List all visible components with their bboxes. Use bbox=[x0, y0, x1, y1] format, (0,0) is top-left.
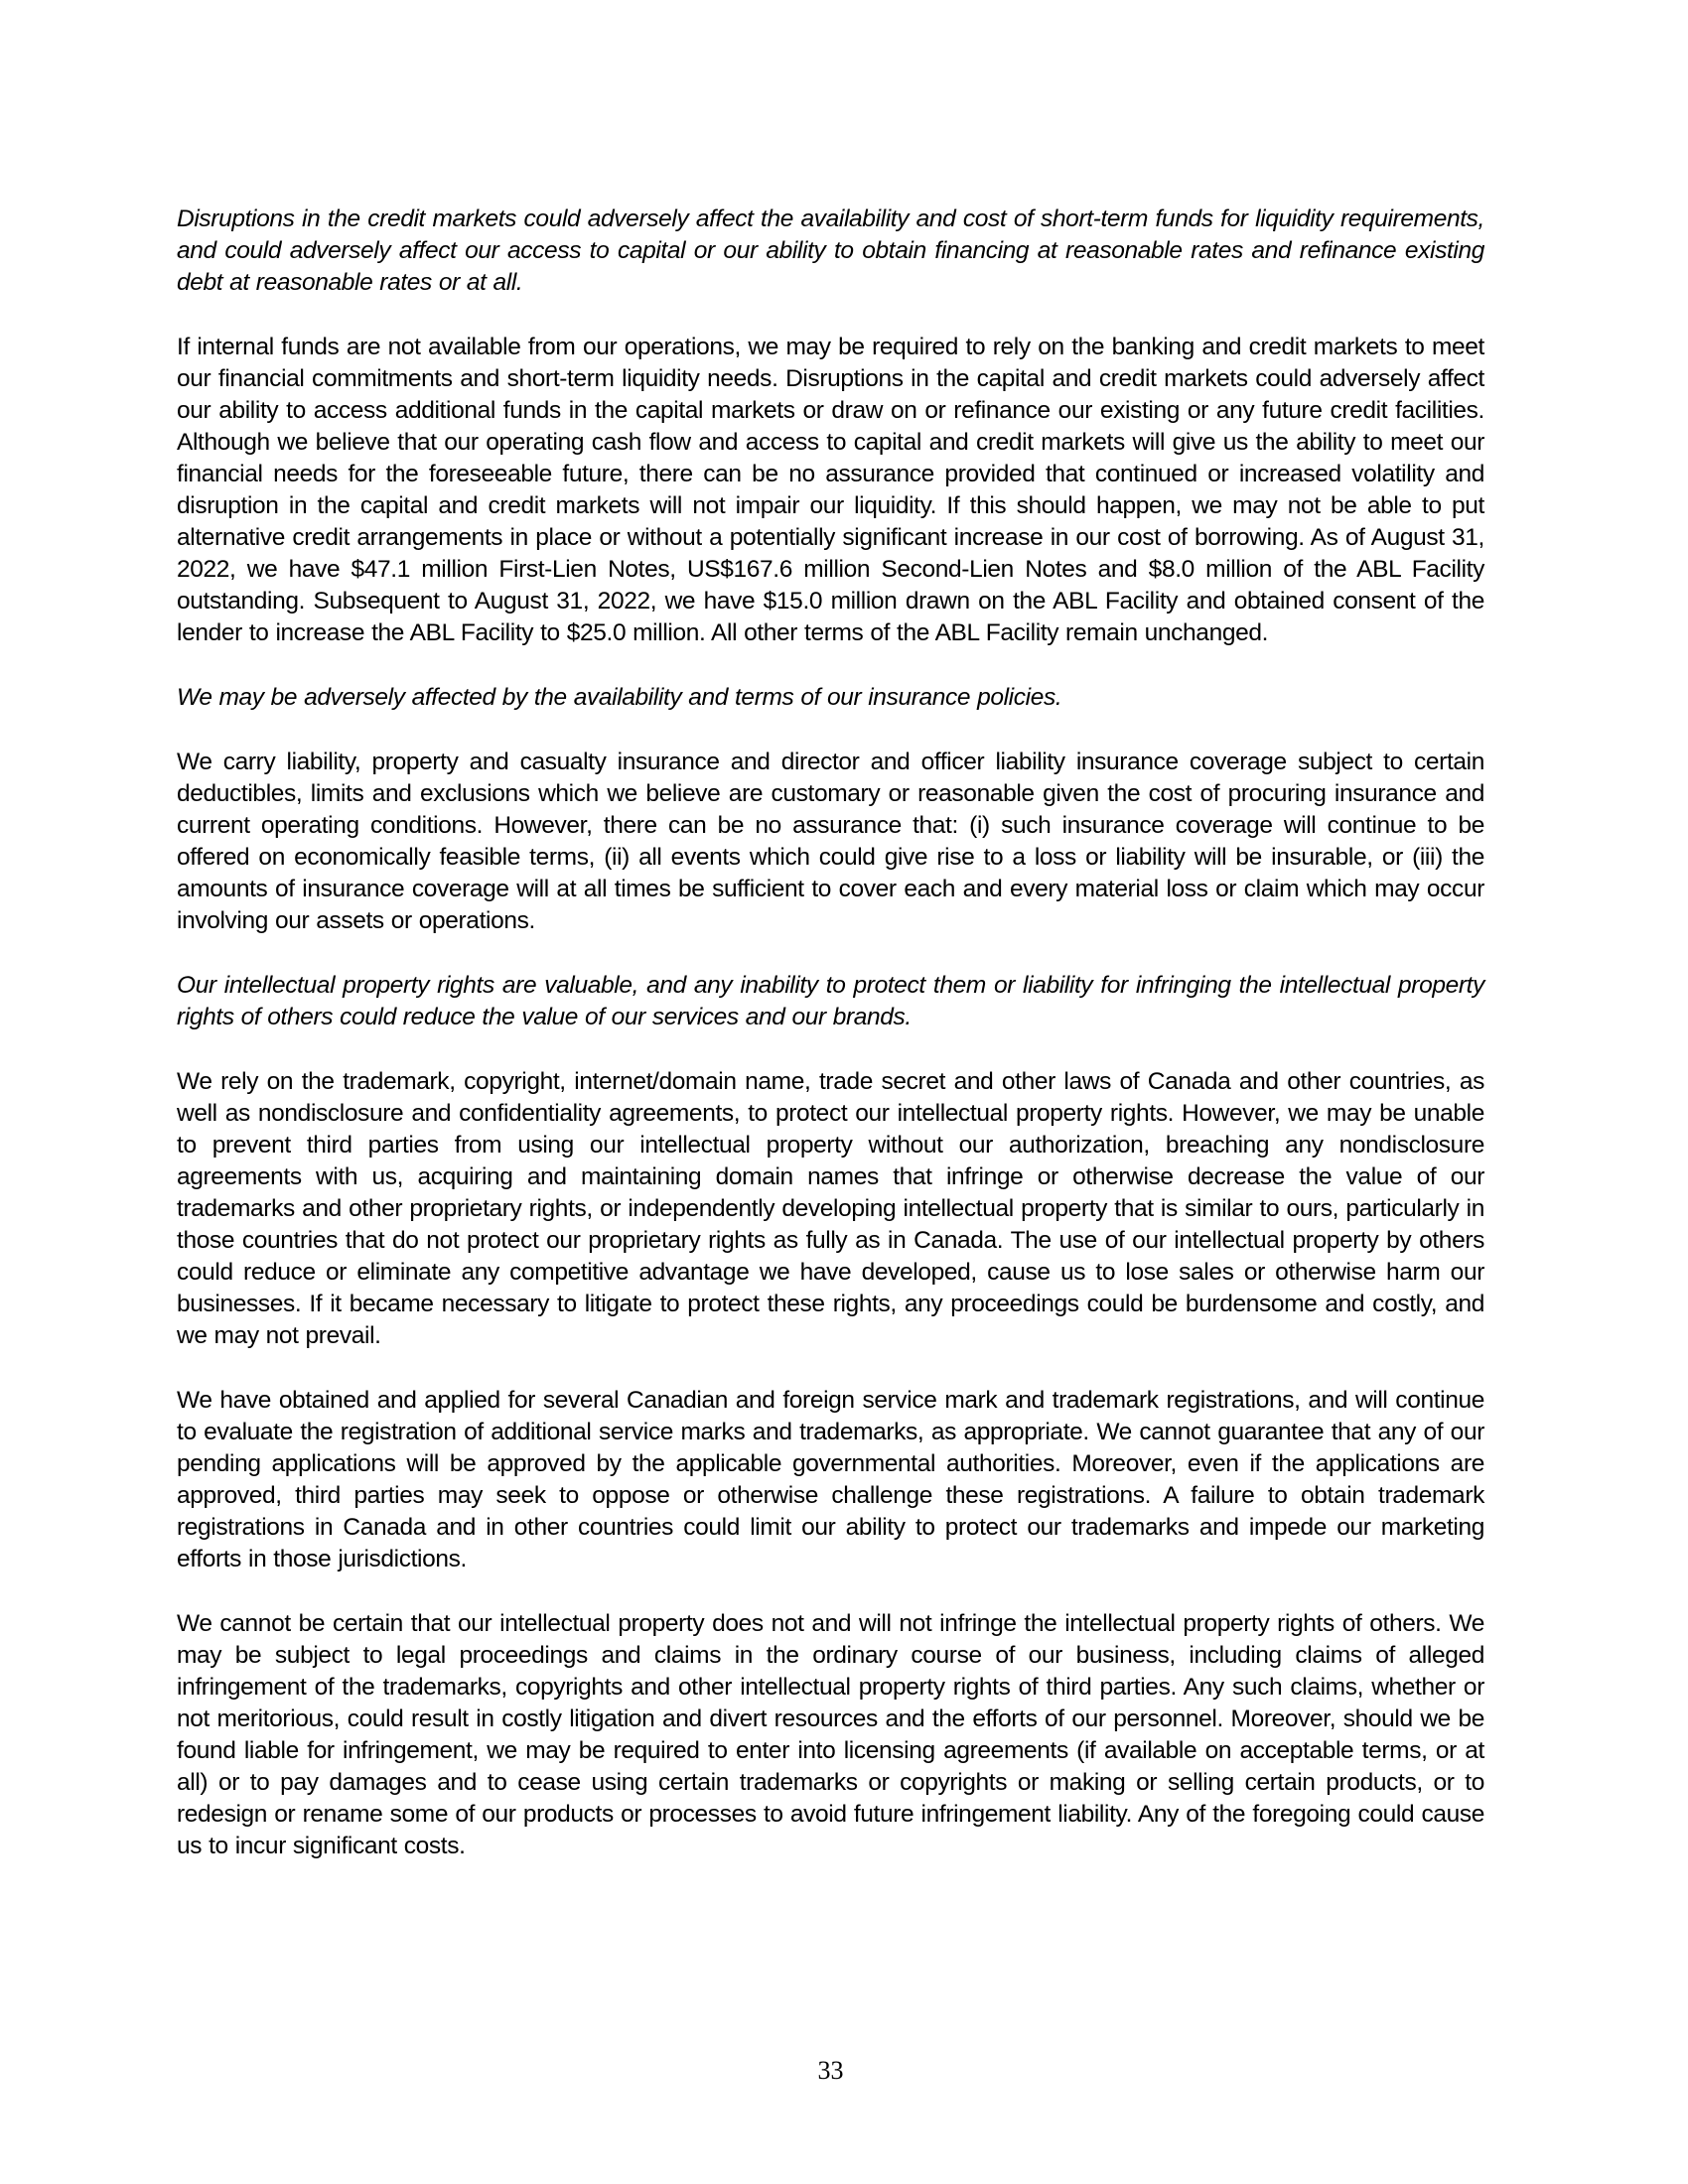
risk-heading-credit-markets: Disruptions in the credit markets could adversely affect the availability and cost of short-term funds for liquidity requirements, and could adversely affect our access to capital or our ability to obtain financing at reasonable rates and refinance existing debt at reasonable rates or at all. bbox=[177, 205, 1484, 296]
paragraph-insurance-coverage: We carry liability, property and casualty insurance and director and officer liability insurance coverage subject to certain deductibles, limits and exclusions which we believe are customary or reasonable given the cost of procuring insurance and current operating conditions. However, there can be no assurance that: (i) such insurance coverage will continue to be offered on economically feasible terms, (ii) all events which could give rise to a loss or liability will be insurable, or (iii) the amounts of insurance coverage will at all times be sufficient to cover each and every material loss or claim which may occur involving our assets or operations. bbox=[177, 749, 1484, 934]
paragraph-ip-infringement-claims: We cannot be certain that our intellectual property does not and will not infringe the intellectual property rights of others. We may be subject to legal proceedings and claims in the ordinary course of our business, including claims of alleged infringement of the trademarks, copyrights and other intellectual property rights of third parties. Any such claims, whether or not meritorious, could result in costly litigation and divert resources and the efforts of our personnel. Moreover, should we be found liable for infringement, we may be required to enter into licensing agreements (if available on acceptable terms, or at all) or to pay damages and to cease using certain trademarks or copyrights or making or selling certain products, or to redesign or rename some of our products or processes to avoid future infringement liability. Any of the foregoing could cause us to incur significant costs. bbox=[177, 1610, 1484, 1859]
paragraph-credit-markets-liquidity: If internal funds are not available from our operations, we may be required to rely on the banking and credit markets to meet our financial commitments and short-term liquidity needs. Disruptions in the capital and credit markets could adversely affect our ability to access additional funds in the capital markets or draw on or refinance our existing or any future credit facilities. Although we believe that our operating cash flow and access to capital and credit markets will give us the ability to meet our financial needs for the foreseeable future, there can be no assurance provided that continued or increased volatility and disruption in the capital and credit markets will not impair our liquidity. If this should happen, we may not be able to put alternative credit arrangements in place or without a potentially significant increase in our cost of borrowing. As of August 31, 2022, we have $47.1 million First-Lien Notes, US$167.6 million Second-Lien Notes and $8.0 million of the ABL Facility outstanding. Subsequent to August 31, 2022, we have $15.0 million drawn on the ABL Facility and obtained consent of the lender to increase the ABL Facility to $25.0 million. All other terms of the ABL Facility remain unchanged. bbox=[177, 334, 1484, 646]
paragraph-ip-protection: We rely on the trademark, copyright, internet/domain name, trade secret and other laws of Canada and other countries, as well as nondisclosure and confidentiality agreements, to protect our intellectual property rights. However, we may be unable to prevent third parties from using our intellectual property without our authorization, breaching any nondisclosure agreements with us, acquiring and maintaining domain names that infringe or otherwise decrease the value of our trademarks and other proprietary rights, or independently developing intellectual property that is similar to ours, particularly in those countries that do not protect our proprietary rights as fully as in Canada. The use of our intellectual property by others could reduce or eliminate any competitive advantage we have developed, cause us to lose sales or otherwise harm our businesses. If it became necessary to litigate to protect these rights, any proceedings could be burdensome and costly, and we may not prevail. bbox=[177, 1068, 1484, 1349]
page-number: 33 bbox=[817, 2056, 844, 2085]
risk-heading-insurance-policies: We may be adversely affected by the availability and terms of our insurance policies. bbox=[177, 684, 1062, 711]
risk-heading-intellectual-property: Our intellectual property rights are valuable, and any inability to protect them or liability for infringing the intellectual property rights of others could reduce the value of our services and our brands. bbox=[177, 972, 1484, 1030]
paragraph-trademark-registrations: We have obtained and applied for several Canadian and foreign service mark and trademark registrations, and will continue to evaluate the registration of additional service marks and trademarks, as appropriate. We cannot guarantee that any of our pending applications will be approved by the applicable governmental authorities. Moreover, even if the applications are approved, third parties may seek to oppose or otherwise challenge these registrations. A failure to obtain trademark registrations in Canada and in other countries could limit our ability to protect our trademarks and impede our marketing efforts in those jurisdictions. bbox=[177, 1387, 1484, 1572]
page-content bbox=[177, 204, 1484, 1895]
